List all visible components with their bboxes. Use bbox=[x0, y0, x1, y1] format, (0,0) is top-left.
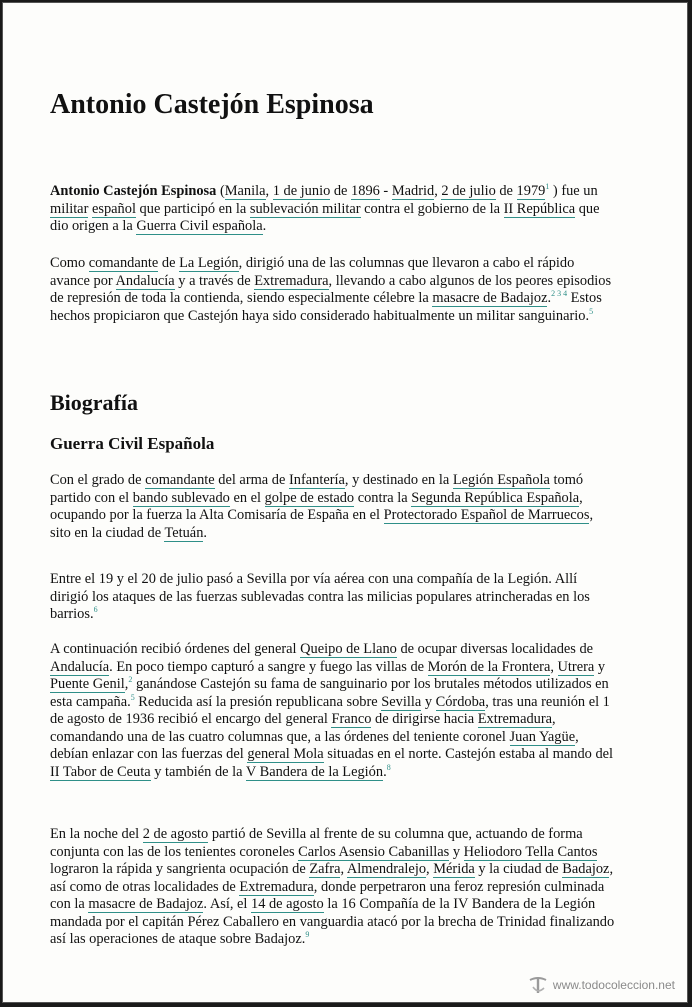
text: , dirigió una de las columnas que llevaron a cabo el rápido avance por bbox=[50, 255, 575, 289]
link-masacre-de-badajoz[interactable]: masacre de Badajoz bbox=[88, 896, 204, 912]
subsection-heading-guerra-civil: Guerra Civil Española bbox=[50, 434, 215, 453]
link-ii-tabor-de-ceuta[interactable]: II Tabor de Ceuta bbox=[50, 763, 151, 780]
text: A continuación recibió órdenes del general bbox=[50, 641, 301, 657]
text: , ocupando por la fuerza la Alta Comisaría de España en el bbox=[50, 489, 583, 523]
intro-paragraph bbox=[50, 183, 615, 236]
text: ganándose Castejón su fama de sanguinario por los brutales métodos utilizados en esta campaña. bbox=[50, 676, 609, 710]
footnote-ref[interactable]: 5 bbox=[130, 692, 135, 702]
link-comandante[interactable]: comandante bbox=[88, 255, 159, 271]
link-almendralejo[interactable]: Almendralejo bbox=[346, 861, 427, 877]
link-andalucia[interactable]: Andalucía bbox=[50, 658, 110, 675]
footnote-ref[interactable]: 2 3 4 bbox=[551, 289, 568, 299]
footnote-ref[interactable]: 5 bbox=[589, 306, 594, 316]
summary-paragraph bbox=[50, 255, 615, 325]
text: , llevando a cabo algunos de los peores episodios de represión de toda la contienda, siendo especialmente célebre la bbox=[50, 272, 612, 306]
text: , bbox=[426, 861, 434, 877]
text: , bbox=[434, 183, 442, 199]
text: , donde perpetraron una feroz represión culminada con la bbox=[50, 878, 605, 912]
text: de bbox=[495, 183, 517, 199]
text: y bbox=[421, 693, 436, 710]
link-masacre-de-badajoz[interactable]: masacre de Badajoz bbox=[432, 290, 548, 306]
scanned-page bbox=[2, 2, 688, 1003]
text: en el bbox=[229, 489, 265, 506]
link-espanol[interactable]: español bbox=[91, 200, 136, 217]
link-2-de-agosto[interactable]: 2 de agosto bbox=[142, 826, 209, 842]
footnote-ref[interactable]: 9 bbox=[305, 930, 310, 940]
link-general-mola[interactable]: general Mola bbox=[247, 746, 324, 762]
link-14-de-agosto[interactable]: 14 de agosto bbox=[251, 896, 324, 912]
link-andalucia[interactable]: Andalucía bbox=[115, 272, 175, 289]
text: , debían enlazar con las fuerzas del bbox=[50, 728, 579, 762]
text: tomó partido con el bbox=[50, 472, 584, 506]
text: . En poco tiempo capturó a sangre y fuego las villas de bbox=[109, 658, 428, 675]
link-1979[interactable]: 1979 bbox=[516, 183, 546, 199]
text: . bbox=[547, 290, 552, 306]
text: partió de Sevilla al frente de su columna que, actuando de forma conjunta con las de los tenientes coroneles bbox=[50, 826, 583, 860]
link-sevilla[interactable]: Sevilla bbox=[381, 693, 422, 710]
link-bando-sublevado[interactable]: bando sublevado bbox=[132, 489, 230, 506]
text: la 16 Compañía de la IV Bandera de la Legión mandada por el capitán Pérez Caballero en vanguardia atacó por la brecha de Trinidad finalizando así las operaciones de ataque sobre Badajoz. bbox=[50, 896, 615, 947]
text: que dio origen a la bbox=[50, 200, 600, 234]
link-heliodoro-tella[interactable]: Heliodoro Tella Cantos bbox=[463, 843, 598, 860]
footnote-ref[interactable]: 6 bbox=[93, 605, 98, 615]
text: , y destinado en la bbox=[344, 472, 453, 488]
text: situadas en el norte. Castejón estaba al mando del bbox=[323, 746, 614, 762]
text: En la noche del bbox=[50, 826, 143, 842]
text: Como bbox=[50, 255, 89, 271]
link-badajoz[interactable]: Badajoz bbox=[562, 861, 610, 877]
link-utrera[interactable]: Utrera bbox=[557, 658, 595, 675]
link-juan-yague[interactable]: Juan Yagüe bbox=[509, 728, 576, 745]
link-zafra[interactable]: Zafra bbox=[309, 861, 341, 877]
link-tetuan[interactable]: Tetuán bbox=[164, 524, 204, 541]
link-guerra-civil[interactable]: Guerra Civil española bbox=[136, 218, 263, 234]
text: , bbox=[265, 183, 273, 199]
text: y la ciudad de bbox=[474, 861, 563, 877]
text: . bbox=[383, 763, 387, 780]
text: Con el grado de bbox=[50, 472, 146, 488]
link-segunda-republica[interactable]: Segunda República Española bbox=[411, 489, 580, 506]
text: contra el gobierno de la bbox=[360, 200, 504, 217]
text: Estos hechos propiciaron que Castejón haya sido considerado habitualmente un militar sanguinario. bbox=[50, 290, 602, 324]
text: , tras una reunión el 1 de agosto de 1936 recibió el encargo del general bbox=[50, 693, 610, 727]
link-merida[interactable]: Mérida bbox=[433, 861, 475, 877]
text: - bbox=[379, 183, 392, 199]
link-2-de-julio[interactable]: 2 de julio bbox=[441, 183, 496, 199]
text: y a través de bbox=[174, 272, 255, 289]
link-queipo-de-llano[interactable]: Queipo de Llano bbox=[300, 641, 397, 657]
link-la-legion[interactable]: La Legión bbox=[179, 255, 239, 271]
text: de bbox=[158, 255, 180, 271]
paragraph-legion bbox=[50, 472, 615, 542]
text: , bbox=[340, 861, 347, 877]
link-franco[interactable]: Franco bbox=[331, 711, 372, 727]
text: . bbox=[203, 524, 207, 541]
link-comandante[interactable]: comandante bbox=[145, 472, 215, 488]
link-carlos-asensio[interactable]: Carlos Asensio Cabanillas bbox=[298, 843, 450, 860]
text: y bbox=[449, 843, 464, 860]
link-madrid[interactable]: Madrid bbox=[391, 183, 435, 199]
text: lograron la rápida y sangrienta ocupación de bbox=[50, 861, 310, 877]
text: de dirigirse hacia bbox=[371, 711, 478, 727]
link-puente-genil[interactable]: Puente Genil bbox=[50, 676, 125, 692]
link-extremadura[interactable]: Extremadura bbox=[254, 272, 329, 289]
watermark-text: www.todocoleccion.net bbox=[552, 978, 675, 992]
link-cordoba[interactable]: Córdoba bbox=[435, 693, 486, 710]
link-legion-espanola[interactable]: Legión Española bbox=[452, 472, 550, 488]
text: Reducida así la presión republicana sobre bbox=[134, 693, 382, 710]
link-sublevacion-militar[interactable]: sublevación militar bbox=[249, 200, 361, 217]
text: y bbox=[594, 658, 606, 675]
footnote-ref[interactable]: 2 bbox=[128, 675, 133, 685]
article-title: Antonio Castejón Espinosa bbox=[50, 89, 374, 120]
footnote-ref[interactable]: 8 bbox=[386, 762, 391, 772]
text: , bbox=[124, 676, 129, 692]
link-protectorado[interactable]: Protectorado Español de Marruecos bbox=[383, 507, 590, 523]
text: de bbox=[330, 183, 352, 199]
link-militar[interactable]: militar bbox=[50, 200, 89, 217]
text: que participó en la bbox=[135, 200, 250, 217]
text: contra la bbox=[354, 489, 412, 506]
text: . Así, el bbox=[203, 896, 251, 912]
paragraph-andalucia-campaign bbox=[50, 641, 615, 781]
link-1-de-junio[interactable]: 1 de junio bbox=[272, 183, 331, 199]
todocoleccion-logo-icon bbox=[527, 974, 549, 996]
link-manila[interactable]: Manila bbox=[224, 183, 266, 199]
paragraph-badajoz bbox=[50, 826, 615, 949]
text: , sito en la ciudad de bbox=[50, 507, 594, 541]
text: del arma de bbox=[214, 472, 289, 488]
link-extremadura[interactable]: Extremadura bbox=[239, 878, 314, 895]
footnote-ref[interactable]: 1 bbox=[545, 182, 550, 192]
text: de ocupar diversas localidades de bbox=[396, 641, 594, 657]
text: , comandando una de las cuatro columnas que, a las órdenes del teniente coronel bbox=[50, 711, 556, 745]
text: ( bbox=[216, 183, 225, 199]
section-heading-biografia: Biografía bbox=[50, 390, 138, 415]
link-extremadura[interactable]: Extremadura bbox=[477, 711, 553, 727]
text: Entre el 19 y el 20 de julio pasó a Sevilla por vía aérea con una compañía de la Legión. Allí dirigió los ataques de las fuerzas sublevadas contra las milicias populares atrincheradas en los barrios. bbox=[50, 571, 590, 622]
text: , bbox=[550, 658, 558, 675]
link-ii-republica[interactable]: II República bbox=[503, 200, 576, 217]
text: ) fue un bbox=[549, 183, 598, 199]
watermark bbox=[527, 974, 675, 996]
link-golpe-de-estado[interactable]: golpe de estado bbox=[264, 489, 355, 506]
link-infanteria[interactable]: Infantería bbox=[288, 472, 345, 488]
link-v-bandera[interactable]: V Bandera de la Legión bbox=[245, 763, 384, 780]
text: , así como de otras localidades de bbox=[50, 861, 614, 895]
text: . bbox=[262, 218, 267, 234]
link-moron-de-la-frontera[interactable]: Morón de la Frontera bbox=[427, 658, 551, 675]
bold-name: Antonio Castejón Espinosa bbox=[50, 183, 217, 199]
text: y también de la bbox=[150, 763, 246, 780]
link-1896[interactable]: 1896 bbox=[351, 183, 380, 199]
paragraph-sevilla bbox=[50, 571, 615, 624]
